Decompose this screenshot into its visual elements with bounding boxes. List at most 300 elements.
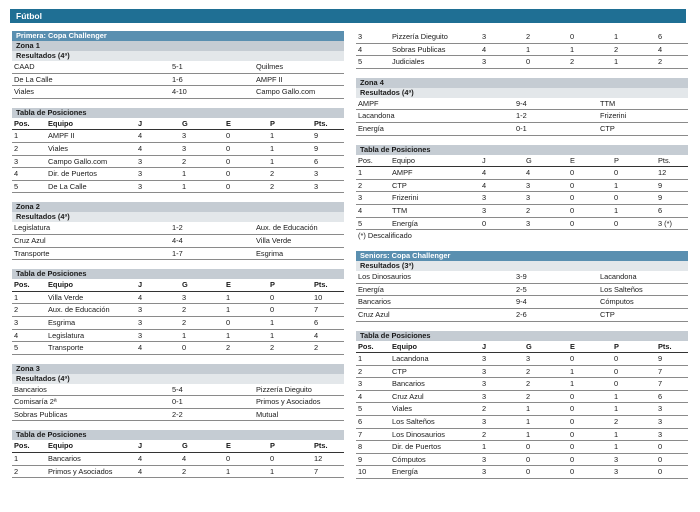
home-team: CAAD bbox=[14, 62, 35, 71]
away-team: Pizzería Dieguito bbox=[256, 384, 312, 394]
score: 0-1 bbox=[516, 123, 527, 133]
table-cell: 6 bbox=[658, 32, 663, 41]
column-header: Pos. bbox=[358, 341, 374, 351]
table-cell: CTP bbox=[392, 366, 407, 376]
table-row bbox=[12, 317, 344, 330]
home-team: Cruz Azul bbox=[14, 235, 46, 245]
table-cell: 8 bbox=[358, 442, 363, 452]
table-cell: 12 bbox=[658, 168, 667, 178]
table-cell: 3 bbox=[358, 32, 363, 41]
table-cell: 0 bbox=[482, 218, 487, 228]
table-cell: 0 bbox=[570, 404, 575, 414]
score: 9-4 bbox=[516, 98, 527, 108]
standings-table bbox=[356, 341, 688, 480]
table-cell: 2 bbox=[526, 32, 531, 41]
table-row bbox=[356, 454, 688, 467]
table-cell: Campo Gallo.com bbox=[48, 156, 108, 166]
away-team: AMPF II bbox=[256, 74, 283, 84]
home-team: De La Calle bbox=[14, 74, 53, 84]
right-column bbox=[356, 31, 688, 479]
table-header-row bbox=[12, 279, 344, 292]
table-cell: 0 bbox=[570, 168, 575, 178]
table-cell: 3 bbox=[138, 169, 143, 179]
table-cell: 0 bbox=[226, 156, 231, 166]
table-cell: 2 bbox=[226, 343, 231, 353]
match-row bbox=[356, 296, 688, 309]
table-cell: 5 bbox=[14, 343, 19, 353]
table-cell: 3 bbox=[482, 32, 487, 41]
match-row bbox=[12, 222, 344, 235]
table-cell: 2 bbox=[526, 379, 531, 389]
table-cell: 1 bbox=[570, 379, 575, 389]
table-cell: Judiciales bbox=[392, 57, 425, 67]
match-row bbox=[356, 110, 688, 123]
table-cell: 3 bbox=[526, 193, 531, 203]
column-header: G bbox=[526, 155, 532, 165]
home-team: Transporte bbox=[14, 248, 50, 258]
table-row bbox=[356, 31, 688, 44]
table-cell: 4 bbox=[314, 330, 319, 340]
column-header: E bbox=[226, 441, 231, 451]
match-row bbox=[12, 409, 344, 422]
results-list bbox=[12, 61, 344, 99]
table-cell: Viales bbox=[392, 404, 412, 414]
score: 2-6 bbox=[516, 309, 527, 319]
table-cell: 4 bbox=[138, 143, 143, 153]
home-team: Legislatura bbox=[14, 223, 51, 233]
table-cell: 3 bbox=[482, 417, 487, 427]
table-cell: 4 bbox=[526, 168, 531, 178]
table-cell: 1 bbox=[614, 442, 619, 452]
column-header: Pts. bbox=[314, 441, 328, 451]
results-list bbox=[356, 271, 688, 321]
table-cell: 5 bbox=[14, 181, 19, 191]
table-cell: 2 bbox=[182, 466, 187, 476]
column-header: Pos. bbox=[14, 441, 30, 451]
left-column bbox=[12, 31, 344, 478]
table-cell: 0 bbox=[226, 454, 231, 464]
table-cell: 3 bbox=[482, 57, 487, 67]
match-row bbox=[12, 248, 344, 261]
table-cell: 2 bbox=[526, 391, 531, 401]
table-cell: Aux. de Educación bbox=[48, 305, 110, 315]
group-title: Tabla de Posiciones bbox=[12, 269, 344, 279]
table-cell: 3 bbox=[138, 156, 143, 166]
table-cell: Villa Verde bbox=[48, 292, 84, 302]
table-cell: 1 bbox=[614, 429, 619, 439]
table-cell: 0 bbox=[570, 354, 575, 364]
table-row bbox=[356, 192, 688, 205]
table-row bbox=[356, 378, 688, 391]
match-row bbox=[356, 309, 688, 322]
home-team: AMPF bbox=[358, 98, 379, 108]
column-header: Equipo bbox=[392, 155, 416, 165]
column-header: E bbox=[570, 155, 575, 165]
table-cell: 5 bbox=[358, 57, 363, 67]
away-team: Campo Gallo.com bbox=[256, 87, 316, 97]
table-cell: 1 bbox=[570, 366, 575, 376]
table-cell: 1 bbox=[226, 305, 231, 315]
table-cell: 7 bbox=[314, 466, 319, 476]
column-header: P bbox=[614, 341, 619, 351]
column-header: Pos. bbox=[358, 155, 373, 165]
table-cell: Viales bbox=[48, 143, 68, 153]
table-cell: 1 bbox=[526, 44, 531, 54]
table-cell: CTP bbox=[392, 180, 407, 190]
table-cell: 2 bbox=[14, 305, 19, 315]
away-team: Cómputos bbox=[600, 297, 634, 307]
match-row bbox=[12, 235, 344, 248]
away-team: Primos y Asociados bbox=[256, 397, 321, 407]
table-row bbox=[356, 416, 688, 429]
table-cell: 3 bbox=[614, 467, 619, 477]
table-cell: 3 bbox=[482, 379, 487, 389]
table-cell: 0 bbox=[570, 454, 575, 464]
table-cell: Cruz Azul bbox=[392, 391, 424, 401]
table-cell: 0 bbox=[570, 467, 575, 477]
table-cell: 4 bbox=[14, 330, 19, 340]
table-row bbox=[12, 342, 344, 355]
away-team: Frizerini bbox=[600, 111, 627, 121]
table-cell: 0 bbox=[226, 317, 231, 327]
table-cell: 2 bbox=[182, 305, 187, 315]
table-cell: TTM bbox=[392, 205, 408, 215]
table-cell: Sobras Publicas bbox=[392, 44, 446, 54]
column-header: Pts. bbox=[314, 118, 328, 128]
table-row bbox=[356, 441, 688, 454]
table-cell: 0 bbox=[658, 442, 663, 452]
table-cell: 7 bbox=[658, 379, 663, 389]
table-cell: 10 bbox=[314, 292, 323, 302]
table-cell: Los Dinosaurios bbox=[392, 429, 445, 439]
away-team: Lacandona bbox=[600, 272, 637, 282]
table-cell: 0 bbox=[570, 391, 575, 401]
table-row bbox=[12, 156, 344, 169]
table-cell: 4 bbox=[14, 169, 19, 179]
table-cell: 1 bbox=[182, 169, 187, 179]
table-cell: Los Salteños bbox=[392, 417, 435, 427]
table-cell: 3 bbox=[314, 169, 319, 179]
table-cell: Lacandona bbox=[392, 354, 429, 364]
table-cell: 0 bbox=[614, 354, 619, 364]
table-cell: 1 bbox=[526, 404, 531, 414]
column-header: E bbox=[226, 118, 231, 128]
table-cell: 3 bbox=[526, 180, 531, 190]
column-header: Pos. bbox=[14, 280, 30, 290]
table-cell: 0 bbox=[614, 366, 619, 376]
table-cell: AMPF bbox=[392, 168, 413, 178]
column-header: Pts. bbox=[658, 155, 671, 165]
standings-table bbox=[12, 440, 344, 478]
score: 3-9 bbox=[516, 272, 527, 282]
table-cell: Pizzería Dieguito bbox=[392, 32, 448, 41]
column-header: Equipo bbox=[48, 280, 74, 290]
table-cell: 3 bbox=[182, 143, 187, 153]
table-cell: 3 bbox=[14, 317, 19, 327]
home-team: Energía bbox=[358, 284, 384, 294]
table-cell: Energía bbox=[392, 218, 418, 228]
table-cell: 2 bbox=[270, 343, 275, 353]
table-cell: 0 bbox=[526, 454, 531, 464]
table-cell: 0 bbox=[658, 454, 663, 464]
match-row bbox=[12, 384, 344, 397]
table-row bbox=[356, 180, 688, 193]
table-cell: 4 bbox=[658, 44, 663, 54]
group-title: Zona 1 bbox=[12, 41, 344, 51]
match-row bbox=[356, 123, 688, 136]
table-cell: 7 bbox=[314, 305, 319, 315]
home-team: Lacandona bbox=[358, 111, 395, 121]
table-cell: 1 bbox=[270, 143, 275, 153]
table-cell: 1 bbox=[526, 429, 531, 439]
group-title: Zona 4 bbox=[356, 78, 688, 88]
table-cell: 4 bbox=[138, 292, 143, 302]
table-cell: 2 bbox=[270, 169, 275, 179]
table-cell: 3 bbox=[482, 391, 487, 401]
table-cell: 6 bbox=[358, 417, 363, 427]
table-row bbox=[356, 44, 688, 57]
table-cell: 1 bbox=[482, 442, 487, 452]
results-list bbox=[12, 222, 344, 260]
results-title: Resultados (4ª) bbox=[12, 51, 344, 61]
table-cell: 3 bbox=[182, 292, 187, 302]
table-cell: 1 bbox=[270, 317, 275, 327]
table-cell: 3 bbox=[358, 379, 363, 389]
table-cell: 6 bbox=[314, 317, 319, 327]
table-cell: 1 bbox=[182, 330, 187, 340]
table-cell: 6 bbox=[658, 205, 663, 215]
table-cell: De La Calle bbox=[48, 181, 87, 191]
column-header: Equipo bbox=[48, 441, 74, 451]
table-cell: 2 bbox=[614, 44, 619, 54]
table-cell: Energía bbox=[392, 467, 418, 477]
away-team: Aux. de Educación bbox=[256, 223, 318, 233]
table-cell: 2 bbox=[482, 429, 487, 439]
group-title: Tabla de Posiciones bbox=[356, 145, 688, 155]
table-cell: Transporte bbox=[48, 343, 84, 353]
table-cell: 3 bbox=[482, 467, 487, 477]
table-row bbox=[356, 167, 688, 180]
table-cell: 0 bbox=[570, 218, 575, 228]
table-cell: 0 bbox=[526, 442, 531, 452]
footnote: (*) Descalificado bbox=[358, 231, 412, 241]
score: 1-2 bbox=[516, 111, 527, 121]
table-cell: 1 bbox=[270, 156, 275, 166]
table-cell: 4 bbox=[138, 454, 143, 464]
table-cell: 4 bbox=[138, 466, 143, 476]
table-cell: 1 bbox=[614, 391, 619, 401]
score: 5-1 bbox=[172, 62, 183, 71]
column-header: G bbox=[526, 341, 532, 351]
column-header: J bbox=[138, 441, 143, 451]
table-cell: 3 bbox=[482, 205, 487, 215]
table-cell: 3 bbox=[526, 354, 531, 364]
table-cell: 3 bbox=[526, 218, 531, 228]
table-cell: 0 bbox=[182, 343, 187, 353]
table-cell: 9 bbox=[658, 193, 663, 203]
section-title: Seniors: Copa Challenger bbox=[356, 251, 688, 261]
table-cell: 2 bbox=[482, 404, 487, 414]
match-row bbox=[356, 271, 688, 284]
table-cell: 0 bbox=[526, 57, 531, 67]
table-row bbox=[356, 205, 688, 218]
table-cell: 1 bbox=[570, 44, 575, 54]
table-cell: 1 bbox=[614, 404, 619, 414]
standings-table bbox=[356, 31, 688, 69]
group-title: Tabla de Posiciones bbox=[12, 430, 344, 440]
column-header: G bbox=[182, 280, 188, 290]
table-cell: Cómputos bbox=[392, 454, 426, 464]
table-cell: Legislatura bbox=[48, 330, 85, 340]
table-row bbox=[356, 353, 688, 366]
away-team: Los Salteños bbox=[600, 284, 643, 294]
table-cell: 3 bbox=[138, 317, 143, 327]
match-row bbox=[356, 98, 688, 111]
table-row bbox=[356, 403, 688, 416]
table-row bbox=[12, 168, 344, 181]
score: 5-4 bbox=[172, 384, 183, 394]
table-cell: 0 bbox=[570, 429, 575, 439]
table-row bbox=[12, 143, 344, 156]
table-cell: 1 bbox=[270, 330, 275, 340]
table-row bbox=[356, 391, 688, 404]
table-cell: 4 bbox=[358, 205, 363, 215]
table-cell: 0 bbox=[570, 32, 575, 41]
table-cell: 1 bbox=[358, 168, 363, 178]
away-team: Quilmes bbox=[256, 62, 284, 71]
table-cell: 3 bbox=[658, 404, 663, 414]
home-team: Viales bbox=[14, 87, 34, 97]
table-cell: 1 bbox=[614, 205, 619, 215]
table-cell: 4 bbox=[138, 131, 143, 141]
table-cell: 1 bbox=[358, 354, 363, 364]
table-cell: 1 bbox=[14, 292, 19, 302]
table-cell: 2 bbox=[526, 205, 531, 215]
section-title: Primera: Copa Challenger bbox=[12, 31, 344, 41]
table-cell: 4 bbox=[482, 44, 487, 54]
table-header-row bbox=[12, 440, 344, 453]
table-row bbox=[356, 466, 688, 479]
table-cell: 0 bbox=[570, 442, 575, 452]
table-cell: 1 bbox=[614, 180, 619, 190]
score: 2-2 bbox=[172, 409, 183, 419]
table-cell: 9 bbox=[358, 454, 363, 464]
column-header: G bbox=[182, 441, 188, 451]
table-cell: 1 bbox=[526, 417, 531, 427]
table-row bbox=[12, 181, 344, 194]
table-cell: 0 bbox=[226, 131, 231, 141]
table-row bbox=[12, 130, 344, 143]
table-cell: 3 bbox=[14, 156, 19, 166]
table-cell: 4 bbox=[138, 343, 143, 353]
table-cell: 2 bbox=[526, 366, 531, 376]
table-row bbox=[12, 304, 344, 317]
table-cell: Primos y Asociados bbox=[48, 466, 113, 476]
home-team: Cruz Azul bbox=[358, 309, 390, 319]
table-cell: 6 bbox=[658, 391, 663, 401]
column-header: E bbox=[570, 341, 575, 351]
match-row bbox=[12, 86, 344, 99]
column-header: Pts. bbox=[314, 280, 328, 290]
column-header: J bbox=[482, 155, 486, 165]
table-row bbox=[12, 466, 344, 479]
home-team: Bancarios bbox=[14, 384, 47, 394]
table-cell: Esgrima bbox=[48, 317, 76, 327]
column-header: Equipo bbox=[48, 118, 74, 128]
home-team: Los Dinosaurios bbox=[358, 272, 411, 282]
home-team: Sobras Publicas bbox=[14, 409, 68, 419]
table-cell: 0 bbox=[614, 168, 619, 178]
table-cell: 1 bbox=[270, 131, 275, 141]
table-cell: 0 bbox=[270, 305, 275, 315]
away-team: Esgrima bbox=[256, 248, 284, 258]
column-header: P bbox=[270, 280, 275, 290]
table-row bbox=[12, 330, 344, 343]
table-cell: 4 bbox=[358, 44, 363, 54]
table-cell: 0 bbox=[570, 205, 575, 215]
column-header: J bbox=[138, 280, 143, 290]
table-cell: 0 bbox=[270, 454, 275, 464]
column-header: E bbox=[226, 280, 231, 290]
table-cell: 3 bbox=[314, 181, 319, 191]
table-cell: 1 bbox=[182, 181, 187, 191]
score: 2-5 bbox=[516, 284, 527, 294]
table-cell: 0 bbox=[270, 292, 275, 302]
score: 1-2 bbox=[172, 223, 183, 233]
results-title: Resultados (4ª) bbox=[12, 212, 344, 222]
results-list bbox=[356, 98, 688, 136]
table-cell: 4 bbox=[358, 391, 363, 401]
table-cell: Dir. de Puertos bbox=[392, 442, 441, 452]
away-team: Villa Verde bbox=[256, 235, 292, 245]
table-cell: 3 bbox=[482, 193, 487, 203]
table-cell: 3 bbox=[482, 454, 487, 464]
score: 4-10 bbox=[172, 87, 187, 97]
table-cell: 5 bbox=[358, 218, 363, 228]
results-title: Resultados (3ª) bbox=[356, 261, 688, 271]
table-header-row bbox=[356, 155, 688, 168]
table-cell: 0 bbox=[614, 379, 619, 389]
table-cell: 3 bbox=[614, 454, 619, 464]
table-cell: 5 bbox=[358, 404, 363, 414]
standings-table bbox=[356, 155, 688, 231]
table-cell: 1 bbox=[14, 454, 19, 464]
home-team: Comisaría 2ª bbox=[14, 397, 57, 407]
table-cell: 2 bbox=[570, 57, 575, 67]
column-header: P bbox=[270, 118, 275, 128]
away-team: CTP bbox=[600, 123, 615, 133]
table-cell: 4 bbox=[482, 180, 487, 190]
table-row bbox=[356, 366, 688, 379]
away-team: CTP bbox=[600, 309, 615, 319]
score: 1-6 bbox=[172, 74, 183, 84]
table-cell: 1 bbox=[226, 330, 231, 340]
table-cell: 1 bbox=[270, 466, 275, 476]
table-cell: 1 bbox=[614, 57, 619, 67]
home-team: Bancarios bbox=[358, 297, 391, 307]
table-row bbox=[356, 56, 688, 69]
table-cell: 2 bbox=[314, 343, 319, 353]
table-cell: 4 bbox=[182, 454, 187, 464]
score: 4-4 bbox=[172, 235, 183, 245]
table-cell: 9 bbox=[314, 143, 319, 153]
table-cell: 7 bbox=[658, 366, 663, 376]
table-cell: 2 bbox=[358, 180, 363, 190]
table-cell: 2 bbox=[270, 181, 275, 191]
table-cell: Dir. de Puertos bbox=[48, 169, 97, 179]
table-cell: 1 bbox=[226, 292, 231, 302]
away-team: Mutual bbox=[256, 409, 279, 419]
